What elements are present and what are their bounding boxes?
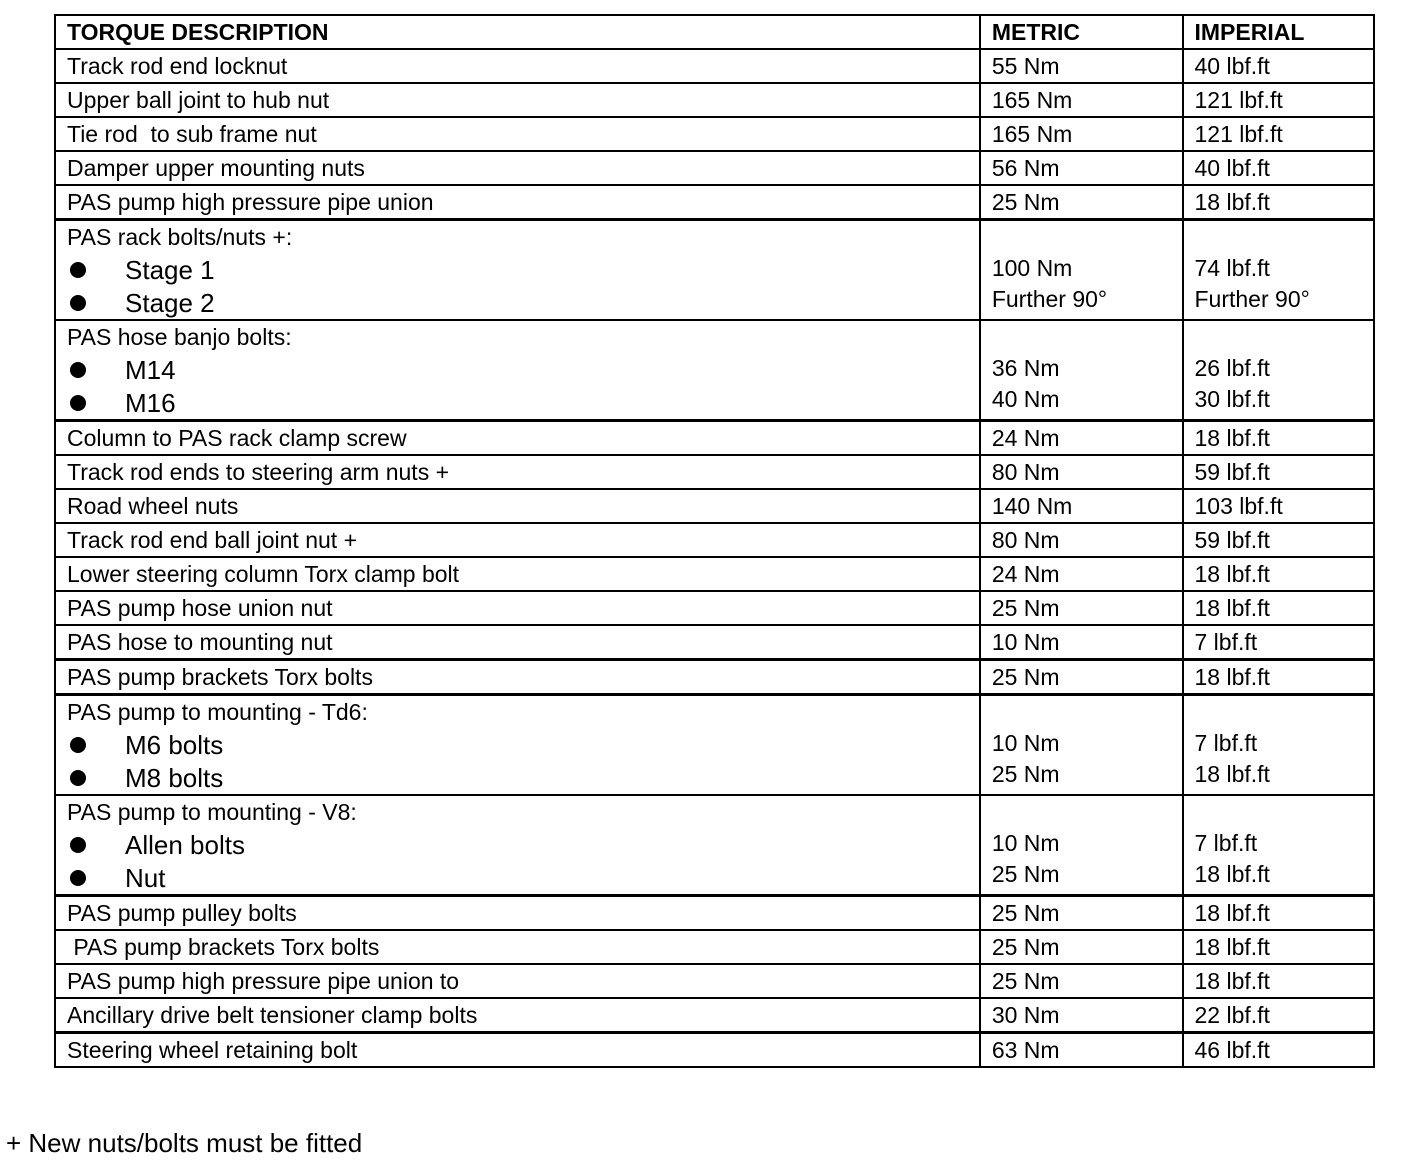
sub-item-label: Nut [125,862,166,893]
sub-item-metric: 36 Nm [991,355,1060,381]
cell-description [55,320,980,421]
cell-imperial: 121 lbf.ft [1183,83,1375,117]
cell-imperial: 59 lbf.ft [1183,523,1375,557]
row-heading: PAS pump to mounting - Td6: [67,699,368,725]
value-spacer [992,321,1182,353]
cell-metric: 24 Nm [980,421,1183,456]
value-spacer [1195,221,1374,253]
cell-metric: 30 Nm [980,998,1183,1033]
cell-metric: 25 Nm [980,591,1183,625]
cell-description: Ancillary drive belt tensioner clamp bolts [55,998,980,1033]
sub-item [67,828,979,861]
table-row [55,964,1374,998]
table-row [55,489,1374,523]
table-row [55,220,1374,321]
bullet-icon [70,362,86,378]
cell-imperial: 22 lbf.ft [1183,998,1375,1033]
cell-metric: 55 Nm [980,49,1183,83]
cell-metric: 25 Nm [980,964,1183,998]
sub-item-imperial: 18 lbf.ft [1194,761,1270,787]
cell-imperial: 18 lbf.ft [1183,421,1375,456]
cell-metric: 63 Nm [980,1033,1183,1068]
table-row [55,421,1374,456]
cell-description [55,220,980,321]
cell-description: PAS hose to mounting nut [55,625,980,660]
value-spacer [1195,796,1374,828]
value-spacer [1195,696,1374,728]
sub-item-label: Allen bolts [125,829,245,860]
sub-item-metric: 10 Nm [991,730,1060,756]
table-row [55,998,1374,1033]
cell-metric: 80 Nm [980,523,1183,557]
cell-imperial [1183,320,1375,421]
bullet-icon [70,770,86,786]
table-row [55,896,1374,931]
cell-description: Track rod end locknut [55,49,980,83]
sub-item-metric: 25 Nm [991,761,1060,787]
sub-item-metric: 40 Nm [991,386,1060,412]
cell-metric: 10 Nm [980,625,1183,660]
cell-metric: 56 Nm [980,151,1183,185]
cell-imperial: 103 lbf.ft [1183,489,1375,523]
cell-description: PAS pump hose union nut [55,591,980,625]
cell-description: Upper ball joint to hub nut [55,83,980,117]
cell-description: PAS pump high pressure pipe union to [55,964,980,998]
cell-imperial: 18 lbf.ft [1183,930,1375,964]
cell-imperial: 59 lbf.ft [1183,455,1375,489]
cell-description: Damper upper mounting nuts [55,151,980,185]
cell-imperial: 18 lbf.ft [1183,591,1375,625]
header-description: TORQUE DESCRIPTION [55,15,980,49]
cell-description: Lower steering column Torx clamp bolt [55,557,980,591]
table-row [55,83,1374,117]
table-row [55,523,1374,557]
bullet-icon [70,737,86,753]
cell-metric: 140 Nm [980,489,1183,523]
cell-metric: 165 Nm [980,117,1183,151]
cell-metric: 165 Nm [980,83,1183,117]
cell-imperial: 121 lbf.ft [1183,117,1375,151]
sub-item [67,253,979,286]
cell-description: PAS pump brackets Torx bolts [55,930,980,964]
sub-item-label: M14 [125,354,176,385]
sub-item [67,761,979,794]
sub-item-imperial: 7 lbf.ft [1194,730,1258,756]
cell-description: PAS pump high pressure pipe union [55,185,980,220]
table-row [55,455,1374,489]
torque-table [54,14,1375,1068]
table-row [55,930,1374,964]
bullet-icon [70,295,86,311]
value-spacer [1195,321,1374,353]
sub-item-imperial: 26 lbf.ft [1194,355,1270,381]
cell-imperial [1183,695,1375,796]
sub-item-imperial: 7 lbf.ft [1194,830,1258,856]
cell-description: Steering wheel retaining bolt [55,1033,980,1068]
sub-item-imperial: 18 lbf.ft [1194,861,1270,887]
cell-metric [980,320,1183,421]
cell-description [55,695,980,796]
value-spacer [992,221,1182,253]
cell-description: Column to PAS rack clamp screw [55,421,980,456]
cell-metric: 25 Nm [980,660,1183,695]
cell-metric: 24 Nm [980,557,1183,591]
cell-description: Track rod ends to steering arm nuts + [55,455,980,489]
cell-metric: 25 Nm [980,930,1183,964]
cell-description [55,795,980,896]
bullet-icon [70,395,86,411]
cell-description: PAS pump pulley bolts [55,896,980,931]
sub-item-label: M6 bolts [125,729,224,760]
bullet-icon [70,262,86,278]
bullet-icon [70,837,86,853]
bullet-icon [70,870,86,886]
table-row [55,625,1374,660]
sub-item-metric: 10 Nm [991,830,1060,856]
header-metric: METRIC [980,15,1183,49]
table-row [55,1033,1374,1068]
cell-metric [980,795,1183,896]
cell-description: PAS pump brackets Torx bolts [55,660,980,695]
cell-imperial: 18 lbf.ft [1183,557,1375,591]
sub-item-imperial: 74 lbf.ft [1194,255,1270,281]
sub-item-metric: 25 Nm [991,861,1060,887]
table-row [55,117,1374,151]
sub-item [67,386,979,419]
sub-item-label: Stage 2 [125,287,215,318]
cell-metric: 25 Nm [980,185,1183,220]
cell-imperial: 40 lbf.ft [1183,151,1375,185]
sub-item-imperial: 30 lbf.ft [1194,386,1270,412]
cell-imperial: 18 lbf.ft [1183,964,1375,998]
table-row [55,591,1374,625]
row-heading: PAS hose banjo bolts: [67,324,292,350]
cell-imperial: 18 lbf.ft [1183,660,1375,695]
cell-imperial: 46 lbf.ft [1183,1033,1375,1068]
cell-metric [980,220,1183,321]
value-spacer [992,796,1182,828]
cell-description: Road wheel nuts [55,489,980,523]
footnote: + New nuts/bolts must be fitted [6,1128,363,1158]
sub-item [67,861,979,894]
cell-metric: 80 Nm [980,455,1183,489]
sub-item-metric: Further 90° [991,286,1108,312]
cell-description: Track rod end ball joint nut + [55,523,980,557]
sub-item-label: Stage 1 [125,254,215,285]
cell-imperial: 40 lbf.ft [1183,49,1375,83]
header-imperial: IMPERIAL [1183,15,1375,49]
value-spacer [992,696,1182,728]
table-row [55,795,1374,896]
cell-imperial: 18 lbf.ft [1183,185,1375,220]
sub-item-label: M8 bolts [125,762,224,793]
cell-description: Tie rod to sub frame nut [55,117,980,151]
sub-item-imperial: Further 90° [1194,286,1310,312]
table-row [55,660,1374,695]
sub-item-label: M16 [125,387,176,418]
table-header-row [55,15,1374,49]
cell-imperial: 7 lbf.ft [1183,625,1375,660]
table-body [55,49,1374,1067]
cell-metric [980,695,1183,796]
row-heading: PAS pump to mounting - V8: [67,799,357,825]
cell-imperial [1183,795,1375,896]
cell-imperial: 18 lbf.ft [1183,896,1375,931]
table-row [55,185,1374,220]
table-row [55,49,1374,83]
sub-item [67,353,979,386]
cell-metric: 25 Nm [980,896,1183,931]
sub-item [67,286,979,319]
table-row [55,151,1374,185]
sub-item [67,728,979,761]
row-heading: PAS rack bolts/nuts +: [67,224,293,250]
sub-item-metric: 100 Nm [991,255,1073,281]
table-row [55,320,1374,421]
table-row [55,557,1374,591]
table-row [55,695,1374,796]
cell-imperial [1183,220,1375,321]
